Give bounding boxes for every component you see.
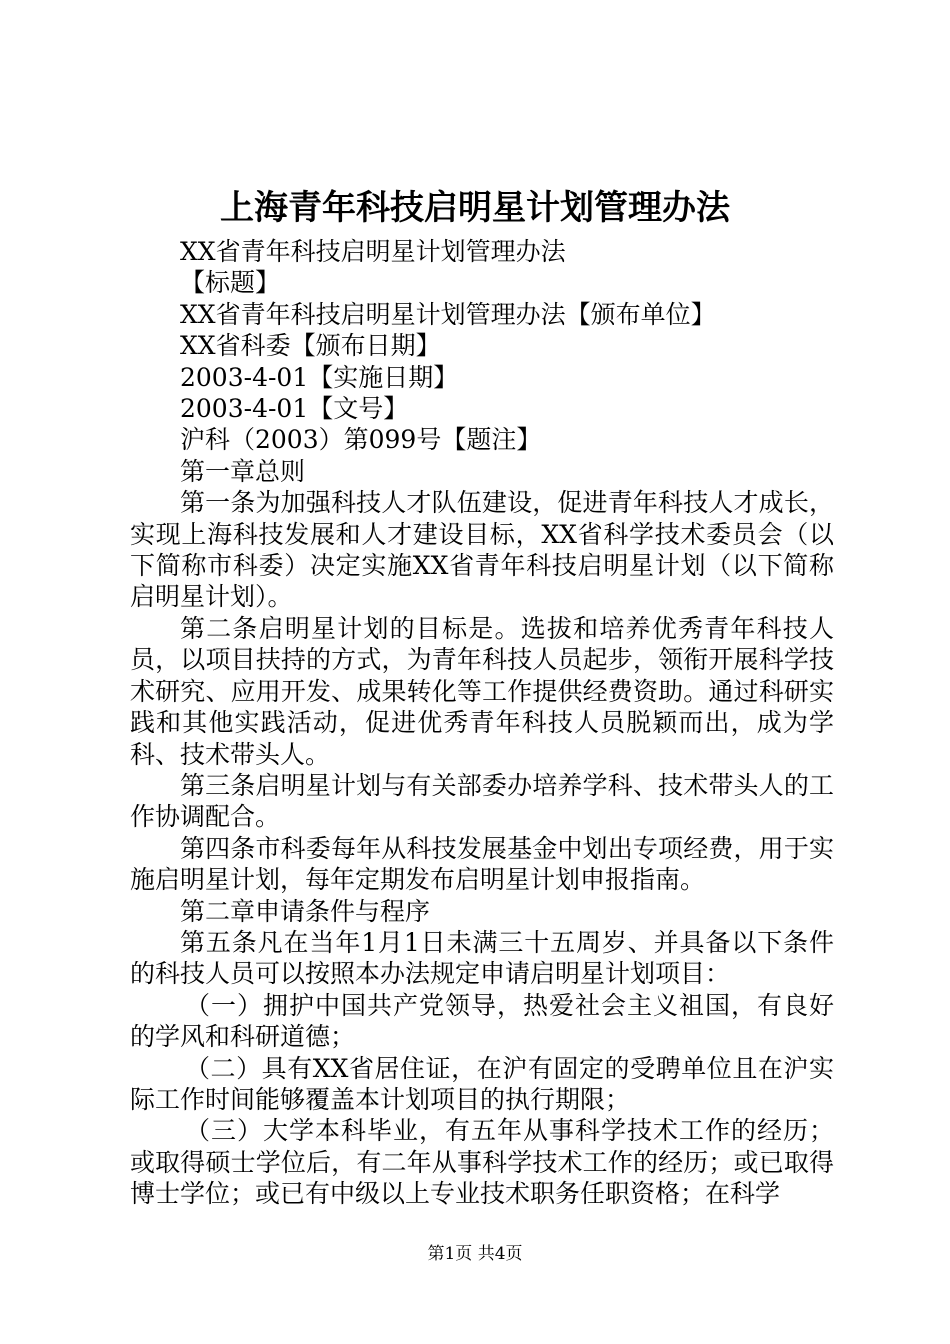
article-5: 第五条凡在当年1月1日未满三十五周岁、并具备以下条件的科技人员可以按照本办法规定申请启明星计划项目： — [130, 927, 834, 989]
article-2: 第二条启明星计划的目标是。选拔和培养优秀青年科技人员，以项目扶持的方式，为青年科技人员起步，领衔开展科学技术研究、应用开发、成果转化等工作提供经费资助。通过科研实践和其他实践活动，促进优秀青年科技人员脱颖而出，成为学科、技术带头人。 — [130, 613, 834, 769]
article-4: 第四条市科委每年从科技发展基金中划出专项经费，用于实施启明星计划，每年定期发布启明星计划申报指南。 — [130, 833, 834, 895]
condition-3: （三）大学本科毕业，有五年从事科学技术工作的经历；或取得硕士学位后，有二年从事科学技术工作的经历；或已取得博士学位；或已有中级以上专业技术职务任职资格；在科学 — [130, 1116, 834, 1209]
document-body — [130, 236, 834, 1210]
chapter-2-heading: 第二章申请条件与程序 — [180, 896, 431, 926]
header-line-note: 沪科（2003）第099号【题注】 — [180, 425, 542, 455]
header-line-issue-date: XX省科委【颁布日期】 — [180, 331, 441, 361]
header-line-effective-date: 2003-4-01【实施日期】 — [180, 362, 459, 392]
document-title: 上海青年科技启明星计划管理办法 — [220, 188, 730, 228]
header-line-doc-name: XX省青年科技启明星计划管理办法 — [180, 237, 566, 266]
condition-1: （一）拥护中国共产党领导，热爱社会主义祖国，有良好的学风和科研道德； — [130, 990, 834, 1052]
condition-2: （二）具有XX省居住证，在沪有固定的受聘单位且在沪实际工作时间能够覆盖本计划项目的执行期限； — [130, 1053, 834, 1114]
article-3: 第三条启明星计划与有关部委办培养学科、技术带头人的工作协调配合。 — [130, 770, 834, 832]
header-line-doc-number: 2003-4-01【文号】 — [180, 394, 409, 424]
header-line-issuer: XX省青年科技启明星计划管理办法【颁布单位】 — [180, 299, 716, 329]
page-footer: 第1页 共4页 — [427, 1244, 523, 1264]
chapter-1-heading: 第一章总则 — [180, 456, 306, 486]
article-1: 第一条为加强科技人才队伍建设，促进青年科技人才成长，实现上海科技发展和人才建设目标，XX省科学技术委员会（以下简称市科委）决定实施XX省青年科技启明星计划（以下简称启明星计划）。 — [130, 488, 834, 612]
header-line-title-tag: 【标题】 — [180, 268, 281, 298]
